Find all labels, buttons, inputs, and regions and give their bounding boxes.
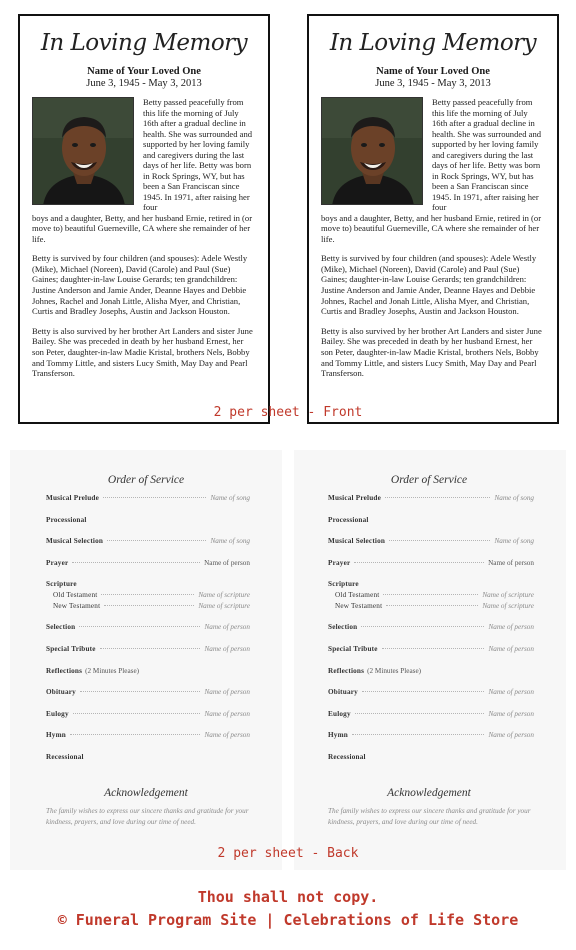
service-row-prayer: Prayer Name of person <box>328 558 534 567</box>
bio-survivors: Betty is survived by four children (and spouses): Adele Westly (Mike), Michael (Noreen), David (Carole) and Paul (Sue) Gaines; daughter-in-law Louise Gerards; ten grandchildren: Justine Anderson and Jamie Ander, Deanne Hayes and Debbie Johnes, Rachel and Jonah Little, Alisha Myer, and Christian, Curtis and Bradley Josephs, Austin and Jackson Houston. <box>321 253 537 317</box>
loved-one-dates: June 3, 1945 - May 3, 2013 <box>86 78 202 89</box>
service-row-scripture: Scripture <box>328 580 359 589</box>
acknowledgement-text: The family wishes to express our sincere thanks and gratitude for your kindness, prayers, and love during our time of need. <box>46 806 249 827</box>
bio-continued: boys and a daughter, Betty, and her husband Ernie, retired in (or move to) beautiful Guerneville, CA where she remainder of her life. <box>32 212 253 244</box>
acknowledgement-title: Acknowledgement <box>104 786 188 799</box>
service-row-old-testament: Old Testament Name of scripture <box>335 591 534 600</box>
script-title: In Loving Memory <box>40 30 248 56</box>
service-row-obituary: Obituary Name of person <box>46 688 250 697</box>
service-row-special-tribute: Special Tribute Name of person <box>328 644 534 653</box>
service-row-selection: Selection Name of person <box>46 623 250 632</box>
service-row-musical-prelude: Musical Prelude Name of song <box>328 494 534 502</box>
bio-intro: Betty passed peacefully from this life the morning of July 16th after a gradual decline in health. She was surrounded and supported by her loving family and caregivers during the last days of her life. Betty was born in Rock Springs, WY, but has been a San Franciscan since 1945. In 1971, after raising her four <box>432 97 542 212</box>
service-row-processional: Processional <box>328 515 369 524</box>
service-row-processional: Processional <box>46 515 87 524</box>
service-row-prayer: Prayer Name of person <box>46 558 250 567</box>
service-row-musical-prelude: Musical Prelude Name of song <box>46 494 250 502</box>
bio-intro: Betty passed peacefully from this life the morning of July 16th after a gradual decline in health. She was surrounded and supported by her loving family and caregivers during the last days of her life. Betty was born in Rock Springs, WY, but has been a San Franciscan since 1945. In 1971, after raising her four <box>143 97 253 212</box>
loved-one-name: Name of Your Loved One <box>376 66 490 77</box>
service-row-hymn: Hymn Name of person <box>328 731 534 740</box>
bio-survivors: Betty is survived by four children (and spouses): Adele Westly (Mike), Michael (Noreen), David (Carole) and Paul (Sue) Gaines; daughter-in-law Louise Gerards; ten grandchildren: Justine Anderson and Jamie Ander, Deanne Hayes and Debbie Johnes, Rachel and Jonah Little, Alisha Myer, and Christian, Curtis and Bradley Josephs, Austin and Jackson Houston. <box>32 253 248 317</box>
service-row-old-testament: Old Testament Name of scripture <box>53 591 250 600</box>
order-of-service-title: Order of Service <box>107 474 185 486</box>
service-row-musical-selection: Musical Selection Name of song <box>328 537 534 546</box>
service-row-new-testament: New Testament Name of scripture <box>53 601 250 610</box>
acknowledgement-text: The family wishes to express our sincere thanks and gratitude for your kindness, prayers, and love during our time of need. <box>328 806 531 827</box>
back-panel-right <box>294 450 566 870</box>
service-row-reflections: Reflections (2 Minutes Please) <box>328 666 422 675</box>
front-caption: 2 per sheet - Front <box>213 405 363 420</box>
service-row-recessional: Recessional <box>328 752 366 761</box>
service-row-obituary: Obituary Name of person <box>328 688 534 697</box>
bio-family: Betty is also survived by her brother Art Landers and sister June Bailey. She was preceded in death by her husband Ernest, her son Peter, daughter-in-law Madie Kristal, brothers Nels, Bobby and Tommy Little, and sisters Lucy Smith, May Day and Pearl Transferson. <box>321 325 542 379</box>
bio-continued: boys and a daughter, Betty, and her husband Ernie, retired in (or move to) beautiful Guerneville, CA where she remainder of her life. <box>321 212 542 244</box>
service-row-eulogy: Eulogy Name of person <box>46 709 250 718</box>
bio-family: Betty is also survived by her brother Art Landers and sister June Bailey. She was preceded in death by her husband Ernest, her son Peter, daughter-in-law Madie Kristal, brothers Nels, Bobby and Tommy Little, and sisters Lucy Smith, May Day and Pearl Transferson. <box>32 325 253 379</box>
loved-one-dates: June 3, 1945 - May 3, 2013 <box>375 78 491 89</box>
service-row-selection: Selection Name of person <box>328 623 534 632</box>
front-card-right <box>307 14 559 424</box>
service-row-new-testament: New Testament Name of scripture <box>335 601 534 610</box>
portrait-photo <box>321 97 423 205</box>
back-caption: 2 per sheet - Back <box>217 846 359 861</box>
service-row-special-tribute: Special Tribute Name of person <box>46 644 250 653</box>
front-card-left <box>18 14 270 424</box>
copy-notice: Thou shall not copy. <box>197 888 379 906</box>
service-row-scripture: Scripture <box>46 580 77 589</box>
acknowledgement-title: Acknowledgement <box>387 786 471 799</box>
service-row-musical-selection: Musical Selection Name of song <box>46 537 250 546</box>
service-row-hymn: Hymn Name of person <box>46 731 250 740</box>
script-title: In Loving Memory <box>329 30 537 56</box>
order-of-service-title: Order of Service <box>390 474 468 486</box>
loved-one-name: Name of Your Loved One <box>87 66 201 77</box>
portrait-photo <box>32 97 134 205</box>
back-panel-left <box>10 450 282 870</box>
copyright-notice: © Funeral Program Site | Celebrations of Life Store <box>57 911 519 929</box>
service-row-recessional: Recessional <box>46 752 84 761</box>
service-row-reflections: Reflections (2 Minutes Please) <box>46 666 140 675</box>
service-row-eulogy: Eulogy Name of person <box>328 709 534 718</box>
